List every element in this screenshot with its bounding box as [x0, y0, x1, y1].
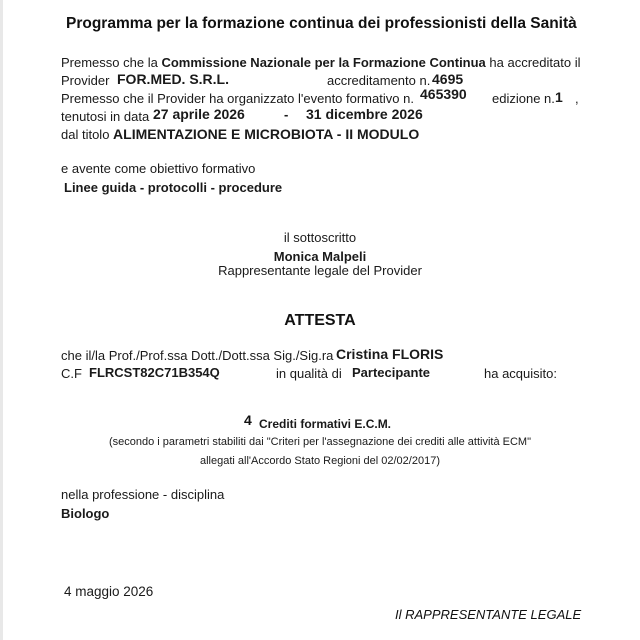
- credits-label: Crediti formativi E.C.M.: [259, 417, 392, 431]
- objective-value: Linee guida - protocolli - procedure: [64, 180, 283, 195]
- cf-value: FLRCST82C71B354Q: [89, 365, 220, 380]
- course-title: ALIMENTAZIONE E MICROBIOTA - II MODULO: [113, 126, 420, 142]
- start-date: 27 aprile 2026: [153, 106, 245, 122]
- course-title-label: dal titolo: [61, 127, 110, 142]
- cf-label: C.F: [61, 366, 82, 381]
- accreditation-prefix: Premesso che la: [61, 55, 158, 70]
- attesta-heading: ATTESTA: [284, 312, 356, 329]
- recipient-name: Cristina FLORIS: [336, 346, 444, 362]
- credits-number: 4: [244, 412, 252, 428]
- credits-note-2: allegati all'Accordo Stato Regioni del 02/02/2017): [200, 455, 440, 467]
- profession-value: Biologo: [61, 506, 110, 521]
- issue-date: 4 maggio 2026: [64, 584, 154, 599]
- page-title: Programma per la formazione continua dei professionisti della Sanità: [66, 15, 577, 32]
- date-separator: -: [284, 107, 289, 122]
- dates-prefix: tenutosi in data: [61, 109, 150, 124]
- profession-label: nella professione - disciplina: [61, 487, 225, 502]
- recipient-prefix: che il/la Prof./Prof.ssa Dott./Dott.ssa Sig./Sig.ra: [61, 348, 334, 363]
- role-value: Partecipante: [352, 365, 431, 380]
- accreditation-line-1: [61, 56, 580, 69]
- acquired-label: ha acquisito:: [484, 366, 557, 381]
- signature-label: Il RAPPRESENTANTE LEGALE: [395, 607, 582, 622]
- end-date: 31 dicembre 2026: [306, 106, 423, 122]
- accreditation-number: 4695: [432, 71, 464, 87]
- edition-label: edizione n.: [492, 91, 555, 106]
- signatory-role: Rappresentante legale del Provider: [218, 263, 422, 278]
- provider-name: FOR.MED. S.R.L.: [117, 71, 229, 87]
- edition-number: 1: [555, 89, 563, 105]
- objective-label: e avente come obiettivo formativo: [61, 161, 256, 176]
- course-title-line: [61, 127, 419, 141]
- signatory-label: il sottoscritto: [283, 230, 357, 245]
- event-prefix: Premesso che il Provider ha organizzato l'evento formativo n.: [61, 91, 414, 106]
- event-number: 465390: [420, 86, 467, 102]
- commission-name: Commissione Nazionale per la Formazione Continua: [161, 55, 486, 70]
- edition-comma: ,: [575, 91, 579, 106]
- provider-label: Provider: [61, 73, 110, 88]
- credits-note-1: (secondo i parametri stabiliti dai "Criteri per l'assegnazione dei crediti alle attività ECM": [109, 436, 531, 448]
- role-label: in qualità di: [276, 366, 342, 381]
- signatory-name: Monica Malpeli: [273, 249, 367, 264]
- accreditation-label: accreditamento n.: [327, 73, 431, 88]
- accreditation-suffix: ha accreditato il: [489, 55, 581, 70]
